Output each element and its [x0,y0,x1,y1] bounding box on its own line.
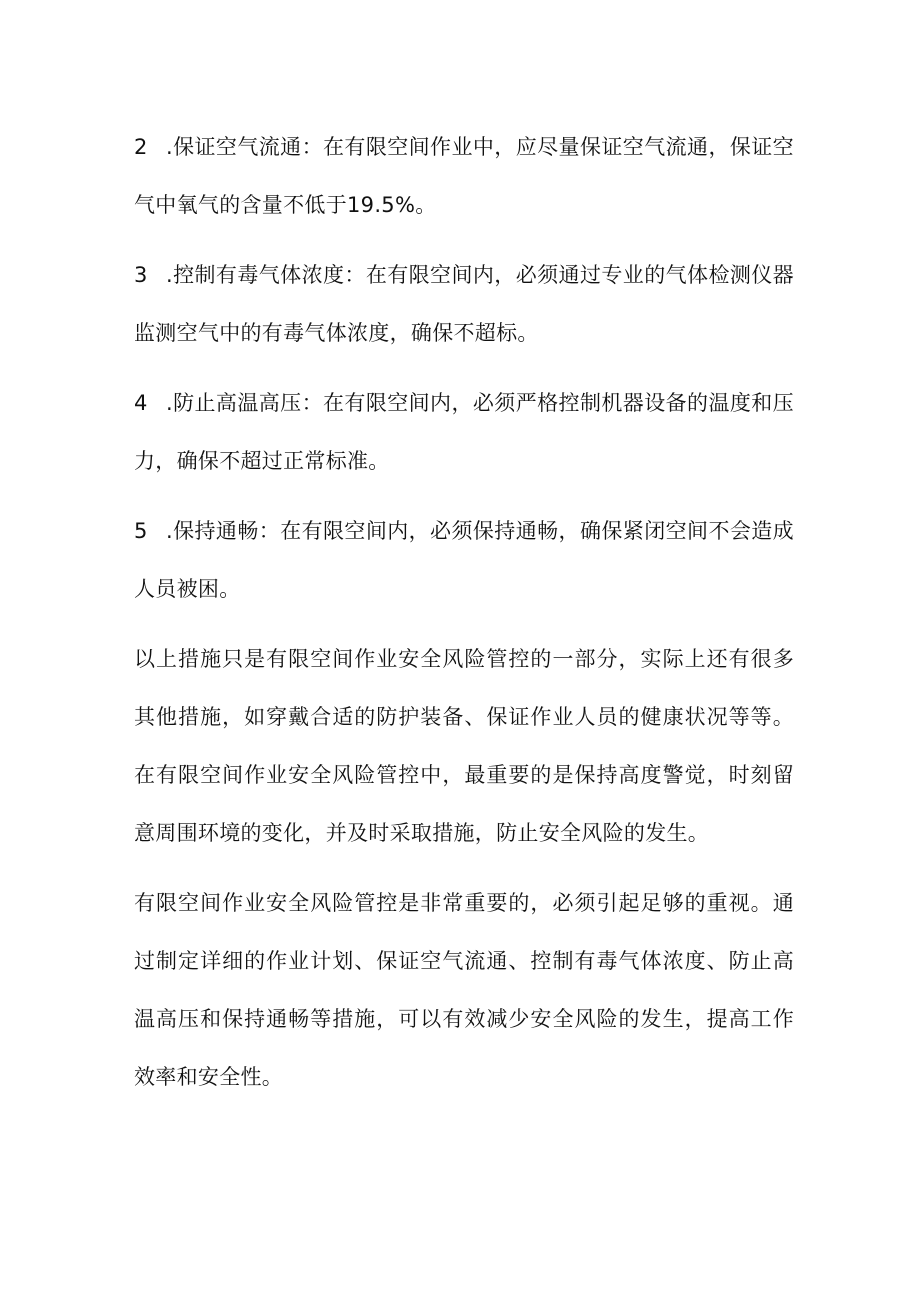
list-item-number: 5 [134,519,148,543]
list-item-5 [134,502,794,618]
list-item-number: 2 [134,135,148,159]
summary-paragraph: 以上措施只是有限空间作业安全风险管控的一部分，实际上还有很多其他措施，如穿戴合适的防护装备、保证作业人员的健康状况等等。在有限空间作业安全风险管控中，最重要的是保持高度警觉，时刻留意周围环境的变化，并及时采取措施，防止安全风险的发生。 [134,647,794,845]
list-item-text: .防止高温高压：在有限空间内，必须严格控制机器设备的温度和压力，确保不超过正常标准。 [134,391,794,473]
list-item-text: .保证空气流通：在有限空间作业中，应尽量保证空气流通，保证空气中氧气的含量不低于19.5%。 [134,135,794,217]
list-item-number: 3 [134,263,148,287]
document-body [134,118,794,1106]
conclusion-paragraph: 有限空间作业安全风险管控是非常重要的，必须引起足够的重视。通过制定详细的作业计划、保证空气流通、控制有毒气体浓度、防止高温高压和保持通畅等措施，可以有效减少安全风险的发生，提高工作效率和安全性。 [134,891,794,1089]
list-item-2 [134,118,794,234]
list-item-number: 4 [134,391,148,415]
list-item-text: .保持通畅：在有限空间内，必须保持通畅，确保紧闭空间不会造成人员被困。 [134,519,794,601]
list-item-text: .控制有毒气体浓度：在有限空间内，必须通过专业的气体检测仪器监测空气中的有毒气体浓度，确保不超标。 [134,263,794,345]
list-item-3 [134,246,794,362]
list-item-4 [134,374,794,490]
